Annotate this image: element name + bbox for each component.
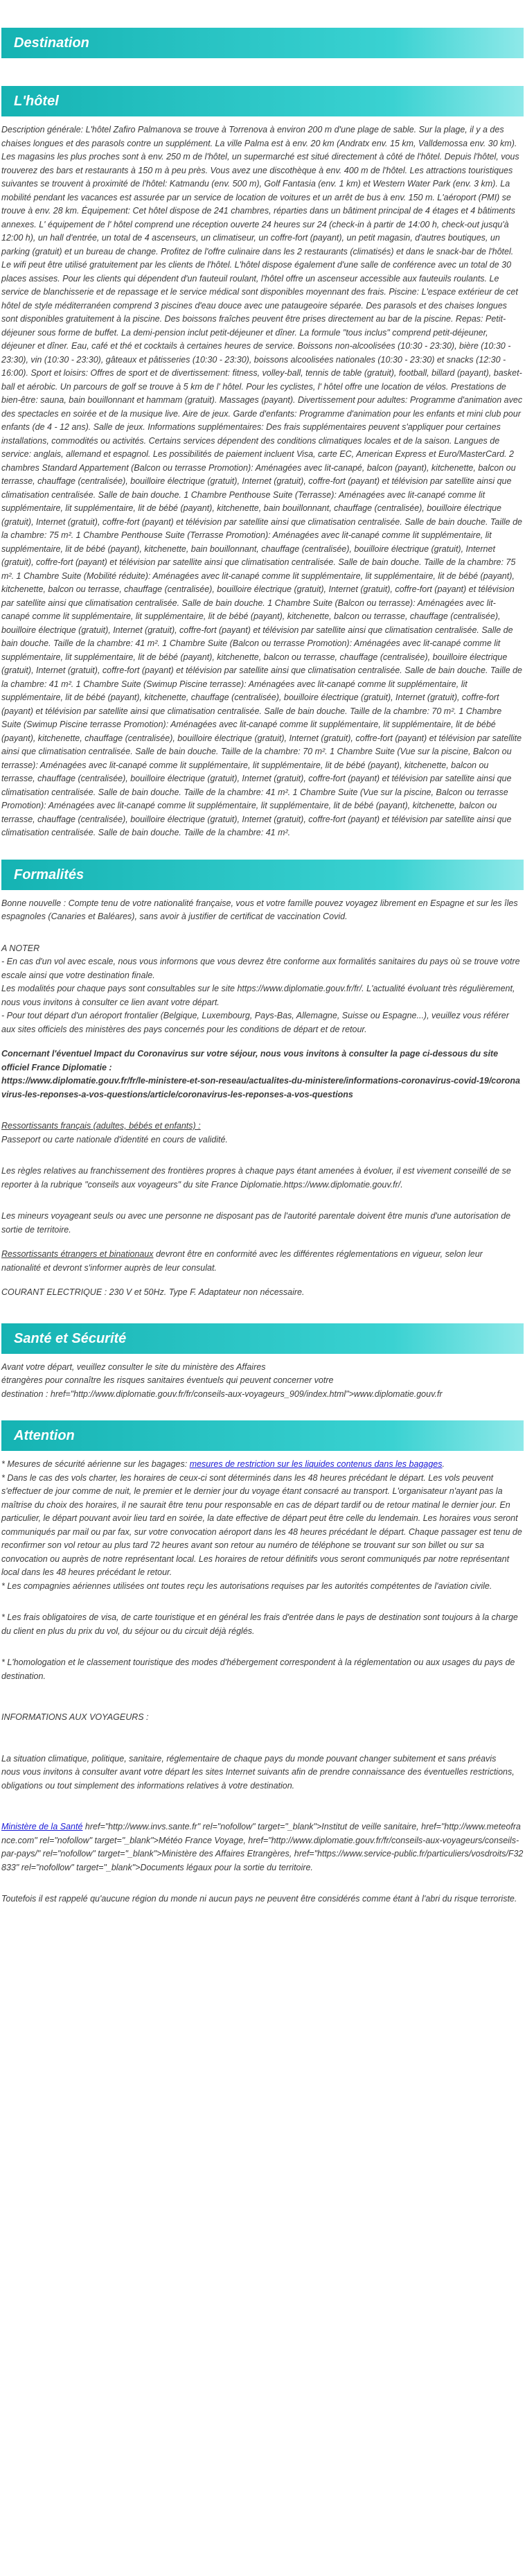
covid-heading: Concernant l'éventuel Impact du Coronavirus sur votre séjour, nous vous invitons à consulter la page ci-dessous du site officiel France Diplomatie :: [1, 1049, 499, 1072]
risque-terroriste: Toutefois il est rappelé qu'aucune région du monde ni aucun pays ne peuvent être considérés comme étant à l'abri du risque terroriste.: [1, 1894, 517, 1904]
ressortissants-etrangers-text: devront être en conformité avec les différentes réglementations en vigueur, selon leur nationalité et devront s'informer auprès de leur consulat.: [1, 1249, 483, 1273]
compagnies-aeriennes: * Les compagnies aériennes utilisées ont toutes reçu les autorisations requises par les autorités compétentes de l'aviation civile.: [1, 1581, 492, 1591]
horaires-vols: * Dans le cas des vols charter, les horaires de ceux-ci sont déterminés dans les 48 heures précédant le départ. Les vols peuvent s'effectuer de jour comme de nuit, le premier et le dernier jour du voyage étant consacré au transport. L'organisateur n'ayant pas la maîtrise du choix des horaires, il ne saurait être tenu pour responsable en cas de départ tardif ou de retour matinal le dernier jour. En particulier, le départ pouvant avoir lieu tard en soirée, la date effective de départ peut être celle du lendemain. Les horaires vous seront communiqués par mail ou par fax, sur votre convocation aéroport dans les 48 heures précédant le départ. Chaque passager est tenu de reconfirmer son vol retour au plus tard 72 heures avant son retour au numéro de téléphone se trouvant sur son billet ou sur sa convocation ou auprès de notre représentant local. Les horaires de retour définitifs vous seront communiqués par notre représentant local dans les 48 heures précédant le retour.: [1, 1472, 522, 1577]
mesures-securite-label: * Mesures de sécurité aérienne sur les bagages:: [1, 1459, 190, 1469]
courant-electrique: COURANT ELECTRIQUE : 230 V et 50Hz. Type F. Adaptateur non nécessaire.: [1, 1287, 305, 1297]
section-header-sante: Santé et Sécurité: [1, 1323, 524, 1354]
ministere-sante-link[interactable]: Ministère de la Santé: [1, 1822, 83, 1831]
sante-line-3: destination : href="http://www.diplomatie.gouv.fr/fr/conseils-aux-voyageurs_909/index.html">www.diplomatie.gouv.fr: [1, 1389, 443, 1399]
situation-line-2: nous vous invitons à consulter avant votre départ les sites Internet suivants afin de prendre connaissance des éventuelles restrictions, obligations ou tout simplement des informations relatives à votre destination.: [1, 1767, 515, 1791]
liquides-restriction-link[interactable]: mesures de restriction sur les liquides contenus dans les bagages: [189, 1459, 443, 1469]
section-header-hotel: L'hôtel: [1, 86, 524, 116]
sante-line-2: étrangères pour connaître les risques sanitaires éventuels qui peuvent concerner votre: [1, 1375, 334, 1385]
ressortissants-etrangers-title: Ressortissants étrangers et binationaux: [1, 1249, 154, 1259]
anoter-title: A NOTER: [1, 943, 40, 953]
ressortissants-francais-text: Passeport ou carte nationale d'identité en cours de validité.: [1, 1134, 228, 1145]
sites-utiles: [1, 1820, 524, 1874]
ressortissants-etrangers: [1, 1248, 524, 1275]
regles-frontieres: Les règles relatives au franchissement des frontières propres à chaque pays étant amenées à évoluer, il est vivement conseillé de se reporter à la rubrique "conseils aux voyageurs" du site France Diplomatie.https://www.diplomatie.gouv.fr/.: [1, 1166, 511, 1190]
covid-url[interactable]: https://www.diplomatie.gouv.fr/fr/le-ministere-et-son-reseau/actualites-du-ministere/informations-coronavirus-covid-19/coronavirus-les-reponses-a-vos-questions/article/coronavirus-les-reponses-a-vos-questions: [1, 1076, 520, 1099]
hotel-description: Description générale: L'hôtel Zafiro Palmanova se trouve à Torrenova à environ 200 m d'une plage de sable. Sur la plage, il y a des chaises longues et des parasols contre un supplément. La ville Palma est à env. 20 km (Andratx env. 15 km, Valldemossa env. 30 km). Les magasins les plus proches sont à env. 250 m de l'hôtel, un supermarché est situé directement à côté de l'hôtel. Depuis l'hôtel, vous trouverez des bars et restaurants à 150 m à peu près. Vous avez une discothèque à env. 400 m de l'hôtel. Les attractions touristiques suivantes se trouvent à proximité de l'hôtel: Katmandu (env. 500 m), Golf Fantasia (env. 1 km) et Western Water Park (env. 3 km). La mobilité pendant les vacances est assurée par un service de location de voitures et un arrêt de bus à env. 150 m. L'aéroport (PMI) se trouve à env. 28 km. Équipement: Cet hôtel dispose de 241 chambres, réparties dans un bâtiment principal de 4 étages et 4 bâtiments annexes. L' équipement de l' hôtel comprend une réception ouverte 24 heures sur 24 (check-in à partir de 14:00 h, check-out jusqu'à 12:00 h), un hall d'entrée, un total de 4 ascenseurs, un climatiseur, un coffre-fort (payant), un petit magasin, d'autres boutiques, un parking (gratuit) et un bureau de change. Profitez de l'offre culinaire dans les 2 restaurants (climatisés) et dans le snack-bar de l'hôtel. Le wifi peut être utilisé gratuitement par les clients de l'hôtel. L'hôtel dispose également d'une salle de conférence avec un total de 30 places assises. Pour les clients qui dépendent d'un fauteuil roulant, l'hôtel offre un ascenseur accessible aux fauteuils roulants. Le service de blanchisserie et de repassage et le service médical sont disponibles moyennant des frais. Piscine: L'espace extérieur de cet hôtel de style méditerranéen comprend 3 piscines d'eau douce avec une pataugeoire séparée. Des parasols et des chaises longues sont disponibles gratuitement à la piscine. Des boissons fraîches peuvent être prises directement au bar de la piscine. Repas: Petit-déjeuner sous forme de buffet. La demi-pension inclut petit-déjeuner et dîner. La formule "tous inclus" comprend petit-déjeuner, déjeuner et dîner. Eau, café et thé et cocktails à certaines heures de service. Boissons non-alcoolisées (10:30 - 23:30), bière (10:30 - 23:30), vin (10:30 - 23:30), gâteaux et pâtisseries (10:30 - 23:30), boissons alcoolisées nationales (10:30 - 23:30) et snacks (12:30 - 16:00). Sport et loisirs: Offres de sport et de divertissement: fitness, volley-ball, tennis de table (gratuit), football, billard (payant), basket-ball et aérobic. Un parcours de golf se trouve à 5 km de l' hôtel. Pour les cyclistes, l' hôtel offre une location de vélos. Prestations de bien-être: sauna, bain bouillonnant et hammam (gratuit). Massages (payant). Divertissement pour adultes: Programme d'animation avec des spectacles en soirée et de la musique live. Aire de jeux. Garde d'enfants: Programme d'animation pour les enfants et mini club pour enfants (de 4 - 12 ans). Salle de jeux. Informations supplémentaires: Des frais supplémentaires peuvent s'appliquer pour certaines installations, commodités ou activités. Certains services dépendent des conditions climatiques locales et de la saison. Langues de service: anglais, allemand et espagnol. Les possibilités de paiement incluent Visa, carte EC, American Express et Euro/MasterCard. 2 chambres Standard Appartement (Balcon ou terrasse Promotion): Aménagées avec lit-canapé, balcon (payant), kitchenette, balcon ou terrasse, chauffage (centralisée), bouilloire électrique (gratuit), Internet (gratuit), coffre-fort (payant) et télévision par satellite ainsi que climatisation centralisée. Salle de bain douche. 1 Chambre Penthouse Suite (Terrasse): Aménagées avec lit-canapé comme lit supplémentaire, lit supplémentaire, lit de bébé (payant), kitchenette, bain bouillonnant, chauffage (centralisée), bouilloire électrique (gratuit), Internet (gratuit), coffre-fort (payant) et télévision par satellite ainsi que climatisation centralisée. Salle de bain douche. Taille de la chambre: 75 m². 1 Chambre Penthouse Suite (Terrasse Promotion): Aménagées avec lit-canapé comme lit supplémentaire, lit supplémentaire, lit de bébé (payant), kitchenette, bain bouillonnant, chauffage (centralisée), bouilloire électrique (gratuit), Internet (gratuit), coffre-fort (payant) et télévision par satellite ainsi que climatisation centralisée. Salle de bain douche. Taille de la chambre: 75 m². 1 Chambre Suite (Mobilité réduite): Aménagées avec lit-canapé comme lit supplémentaire, lit supplémentaire, lit de bébé (payant), kitchenette, balcon ou terrasse, chauffage (centralisée), bouilloire électrique (gratuit), Internet (gratuit), coffre-fort (payant) et télévision par satellite ainsi que climatisation centralisée. Salle de bain douche. 1 Chambre Suite (Balcon ou terrasse): Aménagées avec lit-canapé comme lit supplémentaire, lit supplémentaire, lit de bébé (payant), kitchenette, balcon ou terrasse, chauffage (centralisée), bouilloire électrique (gratuit), Internet (gratuit), coffre-fort (payant) et télévision par satellite ainsi que climatisation centralisée. Salle de bain douche. Taille de la chambre: 41 m². 1 Chambre Suite (Balcon ou terrasse Promotion): Aménagées avec lit-canapé comme lit supplémentaire, lit supplémentaire, lit de bébé (payant), kitchenette, balcon ou terrasse, chauffage (centralisée), bouilloire électrique (gratuit), Internet (gratuit), coffre-fort (payant) et télévision par satellite ainsi que climatisation centralisée. Salle de bain douche. Taille de la chambre: 41 m². 1 Chambre Suite (Swimup Piscine terrasse): Aménagées avec lit-canapé comme lit supplémentaire, lit supplémentaire, lit de bébé (payant), kitchenette, chauffage (centralisée), bouilloire électrique (gratuit), Internet (gratuit), coffre-fort (payant) et télévision par satellite ainsi que climatisation centralisée. Salle de bain douche. Taille de la chambre: 70 m². 1 Chambre Suite (Swimup Piscine terrasse Promotion): Aménagées avec lit-canapé comme lit supplémentaire, lit supplémentaire, lit de bébé (payant), kitchenette, chauffage (centralisée), bouilloire électrique (gratuit), Internet (gratuit), coffre-fort (payant) et télévision par satellite ainsi que climatisation centralisée. Salle de bain douche. Taille de la chambre: 70 m². 1 Chambre Suite (Vue sur la piscine, Balcon ou terrasse): Aménagées avec lit-canapé comme lit supplémentaire, lit supplémentaire, lit de bébé (payant), kitchenette, balcon ou terrasse, chauffage (centralisée), bouilloire électrique (gratuit), Internet (gratuit), coffre-fort (payant) et télévision par satellite ainsi que climatisation centralisée. Salle de bain douche. Taille de la chambre: 41 m². 1 Chambre Suite (Vue sur la piscine, Balcon ou terrasse Promotion): Aménagées avec lit-canapé comme lit supplémentaire, lit supplémentaire, lit de bébé (payant), kitchenette, balcon ou terrasse, chauffage (centralisée), bouilloire électrique (gratuit), Internet (gratuit), coffre-fort (payant) et télévision par satellite ainsi que climatisation centralisée. Salle de bain douche. Taille de la chambre: 41 m².: [1, 125, 523, 837]
anoter-escale: - En cas d'un vol avec escale, nous vous informons que vous devrez être conforme aux formalités sanitaires du pays où se trouve votre escale ainsi que votre destination finale.: [1, 957, 520, 980]
page: [0, 28, 525, 1906]
mineurs-info: Les mineurs voyageant seuls ou avec une personne ne disposant pas de l'autorité parentale doivent être munis d'une autorisation de sortie de territoire.: [1, 1211, 511, 1235]
sites-utiles-text: href="http://www.invs.sante.fr" rel="nofollow" target="_blank">Institut de veille sanitaire, href="http://www.meteofrance.com" rel="nofollow" target="_blank">Météo France Voyage, href="http://www.diplomatie.gouv.fr/fr/conseils-aux-voyageurs/conseils-par-pays/" rel="nofollow" target="_blank">Ministère des Affaires Etrangères, href="https://www.service-public.fr/particuliers/vosdroits/F32833" rel="nofollow" target="_blank">Documents légaux pour la sortie du territoire.: [1, 1822, 524, 1872]
homologation: * L'homologation et le classement touristique des modes d'hébergement correspondent à la réglementation ou aux usages du pays de destination.: [1, 1657, 515, 1681]
section-header-destination: Destination: [1, 28, 524, 58]
mesures-securite-suffix: .: [442, 1459, 445, 1469]
sante-line-1: Avant votre départ, veuillez consulter le site du ministère des Affaires: [1, 1361, 266, 1372]
ressortissants-francais-title: Ressortissants français (adultes, bébés et enfants) :: [1, 1121, 201, 1131]
section-header-attention: Attention: [1, 1420, 524, 1451]
formalites-intro: Bonne nouvelle : Compte tenu de votre nationalité française, vous et votre famille pouvez voyagez librement en Espagne et sur les îles espagnoles (Canaries et Baléares), sans avoir à justifier de certificat de vaccination Covid.: [1, 898, 518, 921]
section-header-formalites: Formalités: [1, 860, 524, 890]
anoter-modalites: Les modalités pour chaque pays sont consultables sur le site https://www.diplomatie.gouv.fr/fr/. L'actualité évoluant très régulièrement, nous vous invitons à consulter ce lien avant votre départ.: [1, 984, 515, 1007]
infos-voyageurs-title: INFORMATIONS AUX VOYAGEURS :: [1, 1712, 149, 1722]
anoter-frontalier: - Pour tout départ d'un aéroport frontalier (Belgique, Luxembourg, Pays-Bas, Allemagne, Suisse ou Espagne...), veuillez vous référer aux sites officiels des ministères des pays concernés pour les conditions de départ et de retour.: [1, 1011, 509, 1034]
situation-line-1: La situation climatique, politique, sanitaire, réglementaire de chaque pays du monde pouvant changer subitement et sans préavis: [1, 1753, 497, 1764]
mesures-securite: [1, 1458, 524, 1472]
frais-obligatoires: * Les frais obligatoires de visa, de carte touristique et en général les frais d'entrée dans le pays de destination sont toujours à la charge du client en plus du prix du vol, du séjour ou du circuit déjà réglés.: [1, 1612, 518, 1636]
